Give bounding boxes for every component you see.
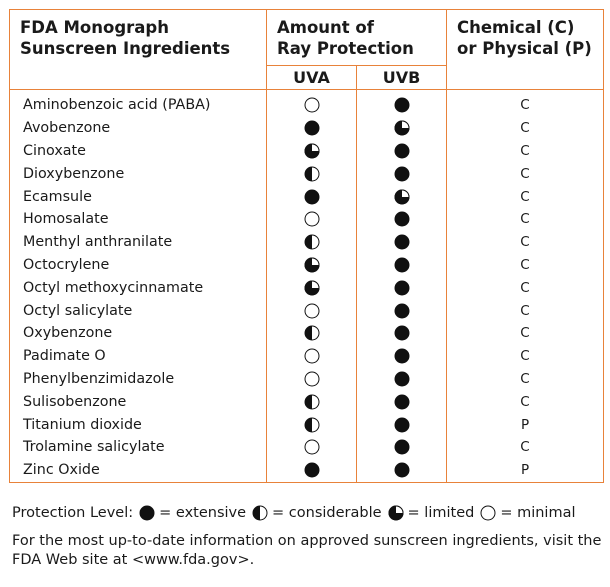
extensive-protection-icon	[304, 462, 320, 478]
uvb-protection-cell	[357, 140, 447, 163]
ingredient-row	[10, 162, 604, 185]
uva-protection-cell	[267, 185, 357, 208]
considerable-protection-icon	[304, 394, 320, 410]
uvb-protection-cell	[357, 345, 447, 368]
header-ingredients-line1: FDA Monograph	[20, 18, 169, 37]
extensive-protection-icon	[394, 394, 410, 410]
ingredient-name: Trolamine salicylate	[10, 436, 267, 459]
ingredient-name: Padimate O	[10, 345, 267, 368]
uvb-protection-cell	[357, 185, 447, 208]
extensive-protection-icon	[394, 234, 410, 250]
ingredient-name: Dioxybenzone	[10, 162, 267, 185]
limited-protection-icon	[304, 280, 320, 296]
uva-protection-cell	[267, 208, 357, 231]
extensive-protection-icon	[394, 348, 410, 364]
uva-protection-cell	[267, 345, 357, 368]
ingredient-name: Octyl methoxycinnamate	[10, 276, 267, 299]
uvb-protection-cell	[357, 368, 447, 391]
chemical-physical-cell: C	[447, 162, 604, 185]
minimal-protection-icon	[304, 211, 320, 227]
ingredient-row	[10, 117, 604, 140]
ingredient-name: Cinoxate	[10, 140, 267, 163]
uva-protection-cell	[267, 368, 357, 391]
minimal-protection-icon	[304, 303, 320, 319]
ingredient-name: Avobenzone	[10, 117, 267, 140]
chemical-physical-cell: C	[447, 90, 604, 117]
limited-protection-icon	[394, 189, 410, 205]
legend-items	[133, 505, 575, 521]
ingredient-row	[10, 299, 604, 322]
ingredient-row	[10, 459, 604, 482]
chemical-physical-cell: C	[447, 231, 604, 254]
ingredient-row	[10, 231, 604, 254]
ingredient-name: Homosalate	[10, 208, 267, 231]
chemical-physical-cell: C	[447, 299, 604, 322]
header-uva: UVA	[267, 66, 357, 90]
minimal-protection-icon	[304, 97, 320, 113]
ingredient-row	[10, 185, 604, 208]
ingredient-name: Sulisobenzone	[10, 390, 267, 413]
legend-item-text: = limited	[407, 505, 475, 521]
uva-protection-cell	[267, 162, 357, 185]
uvb-protection-cell	[357, 276, 447, 299]
header-ingredients	[10, 10, 267, 90]
legend-item-text: = minimal	[500, 505, 576, 521]
chemical-physical-cell: P	[447, 413, 604, 436]
considerable-protection-icon	[252, 505, 268, 521]
legend-item-extensive	[133, 505, 246, 521]
extensive-protection-icon	[394, 280, 410, 296]
chemical-physical-cell: P	[447, 459, 604, 482]
limited-protection-icon	[304, 143, 320, 159]
sunscreen-table	[9, 9, 604, 483]
ingredient-row	[10, 254, 604, 277]
extensive-protection-icon	[394, 257, 410, 273]
uvb-protection-cell	[357, 162, 447, 185]
ingredient-name: Menthyl anthranilate	[10, 231, 267, 254]
chemical-physical-cell: C	[447, 276, 604, 299]
uvb-protection-cell	[357, 390, 447, 413]
ingredient-row	[10, 436, 604, 459]
header-type-line1: Chemical (C)	[457, 18, 575, 37]
uva-protection-cell	[267, 140, 357, 163]
header-protection-line1: Amount of	[277, 18, 374, 37]
considerable-protection-icon	[304, 234, 320, 250]
ingredient-row	[10, 276, 604, 299]
legend-item-considerable	[246, 505, 382, 521]
uva-protection-cell	[267, 276, 357, 299]
considerable-protection-icon	[304, 325, 320, 341]
extensive-protection-icon	[394, 166, 410, 182]
minimal-protection-icon	[304, 348, 320, 364]
ingredient-rows	[10, 90, 604, 483]
header-type-line2: or Physical (P)	[457, 39, 592, 58]
uva-protection-cell	[267, 459, 357, 482]
chemical-physical-cell: C	[447, 140, 604, 163]
extensive-protection-icon	[394, 303, 410, 319]
uvb-protection-cell	[357, 231, 447, 254]
ingredient-row	[10, 345, 604, 368]
chemical-physical-cell: C	[447, 117, 604, 140]
extensive-protection-icon	[394, 462, 410, 478]
extensive-protection-icon	[394, 325, 410, 341]
uvb-protection-cell	[357, 413, 447, 436]
ingredient-name: Phenylbenzimidazole	[10, 368, 267, 391]
extensive-protection-icon	[394, 143, 410, 159]
ingredient-row	[10, 140, 604, 163]
uvb-protection-cell	[357, 208, 447, 231]
ingredient-name: Aminobenzoic acid (PABA)	[10, 90, 267, 117]
ingredient-row	[10, 322, 604, 345]
chemical-physical-cell: C	[447, 345, 604, 368]
minimal-protection-icon	[480, 505, 496, 521]
ingredient-name: Ecamsule	[10, 185, 267, 208]
ingredient-name: Oxybenzone	[10, 322, 267, 345]
ingredient-row	[10, 90, 604, 117]
uva-protection-cell	[267, 390, 357, 413]
legend-item-limited	[382, 505, 475, 521]
limited-protection-icon	[388, 505, 404, 521]
ingredient-row	[10, 390, 604, 413]
chemical-physical-cell: C	[447, 390, 604, 413]
extensive-protection-icon	[304, 189, 320, 205]
legend-item-minimal	[474, 505, 575, 521]
extensive-protection-icon	[394, 371, 410, 387]
header-protection-line2: Ray Protection	[277, 39, 414, 58]
uva-protection-cell	[267, 231, 357, 254]
chemical-physical-cell: C	[447, 185, 604, 208]
legend-item-text: = considerable	[272, 505, 382, 521]
protection-legend	[12, 505, 576, 521]
uvb-protection-cell	[357, 436, 447, 459]
extensive-protection-icon	[394, 417, 410, 433]
ingredient-name: Zinc Oxide	[10, 459, 267, 482]
legend-label: Protection Level:	[12, 505, 134, 521]
uva-protection-cell	[267, 254, 357, 277]
considerable-protection-icon	[304, 166, 320, 182]
uvb-protection-cell	[357, 254, 447, 277]
considerable-protection-icon	[304, 417, 320, 433]
uvb-protection-cell	[357, 322, 447, 345]
extensive-protection-icon	[304, 120, 320, 136]
limited-protection-icon	[394, 120, 410, 136]
uva-protection-cell	[267, 322, 357, 345]
ingredient-row	[10, 413, 604, 436]
chemical-physical-cell: C	[447, 368, 604, 391]
uvb-protection-cell	[357, 90, 447, 117]
minimal-protection-icon	[304, 439, 320, 455]
header-protection	[267, 10, 447, 66]
chemical-physical-cell: C	[447, 322, 604, 345]
ingredient-name: Octyl salicylate	[10, 299, 267, 322]
limited-protection-icon	[304, 257, 320, 273]
header-uvb: UVB	[357, 66, 447, 90]
chemical-physical-cell: C	[447, 436, 604, 459]
legend-item-text: = extensive	[159, 505, 247, 521]
ingredient-name: Titanium dioxide	[10, 413, 267, 436]
footnote: For the most up-to-date information on approved sunscreen ingredients, visit the FDA Web site at <www.fda.gov>.	[12, 533, 602, 568]
header-ingredients-line2: Sunscreen Ingredients	[20, 39, 231, 58]
uva-protection-cell	[267, 90, 357, 117]
uva-protection-cell	[267, 413, 357, 436]
uvb-protection-cell	[357, 459, 447, 482]
extensive-protection-icon	[394, 439, 410, 455]
extensive-protection-icon	[394, 97, 410, 113]
uva-protection-cell	[267, 117, 357, 140]
chemical-physical-cell: C	[447, 208, 604, 231]
chemical-physical-cell: C	[447, 254, 604, 277]
uva-protection-cell	[267, 299, 357, 322]
extensive-protection-icon	[394, 211, 410, 227]
uvb-protection-cell	[357, 117, 447, 140]
ingredient-row	[10, 208, 604, 231]
minimal-protection-icon	[304, 371, 320, 387]
header-type	[447, 10, 604, 90]
ingredient-row	[10, 368, 604, 391]
uvb-protection-cell	[357, 299, 447, 322]
ingredient-name: Octocrylene	[10, 254, 267, 277]
extensive-protection-icon	[139, 505, 155, 521]
uva-protection-cell	[267, 436, 357, 459]
